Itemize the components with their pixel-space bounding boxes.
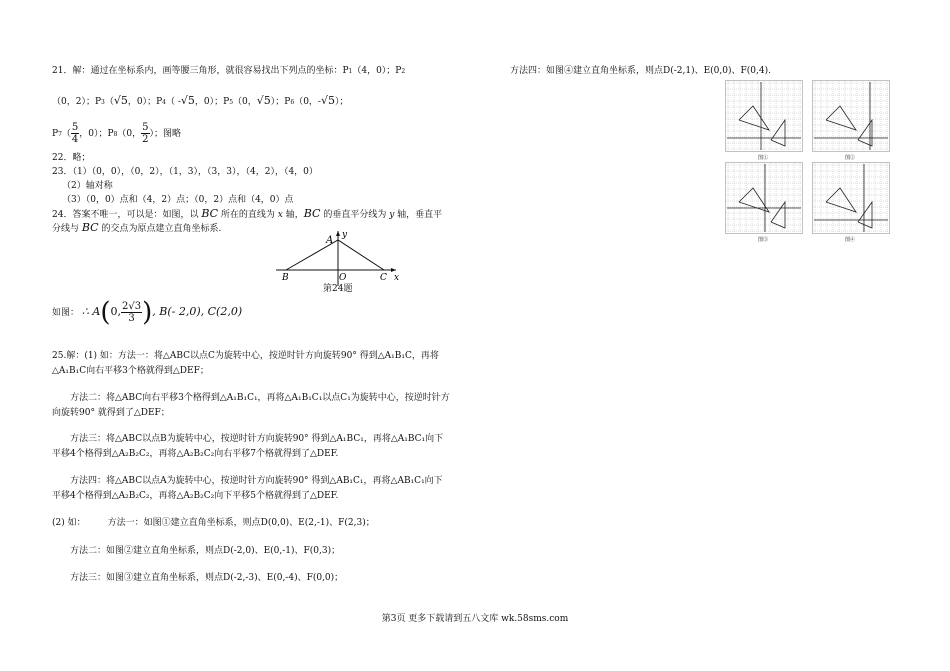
sqrt5-a: √5 bbox=[113, 94, 128, 107]
y-axis-label: y bbox=[342, 230, 348, 240]
q25-p2-line2: 向旋转90° 就得到了△DEF； bbox=[52, 408, 170, 418]
fraction-5-2: $\frac{5}{2}$ bbox=[142, 122, 149, 145]
point-A-label: A bbox=[326, 235, 334, 246]
q25-method2: 方法二：如图②建立直角坐标系，则点D(-2,0)、E(0,-1)、F(0,3)； bbox=[70, 546, 341, 556]
q21-line3: P7（ $\frac{5}{4}$ ，0）；P8（0， $\frac{5}{2}$ ）；图略 bbox=[52, 122, 182, 145]
grid-figure-3 bbox=[725, 162, 803, 240]
q25-part2-line: (2) 如： 方法一：如图①建立直角坐标系，则点D(0,0)、E(2,-1)、F(2,3)； bbox=[52, 518, 375, 528]
x-axis-label: x bbox=[394, 273, 400, 283]
point-C-label: C bbox=[380, 273, 387, 283]
p2-subscript: 2 bbox=[401, 68, 406, 75]
q25-p3-line1: 方法三：将△ABC以点B为旋转中心，按逆时针方向旋转90° 得到△A₁BC₁，再将△A₁BC₁向下 bbox=[70, 434, 444, 444]
grid-caption-2: 图② bbox=[845, 155, 856, 161]
grid-caption-1: 图① bbox=[758, 155, 769, 161]
q21-line1: 21．解：通过在坐标系内，画等腰三角形，就很容易找出下列点的坐标：P1（4，0）；P2 bbox=[52, 66, 406, 76]
grid-caption-3: 图③ bbox=[758, 237, 769, 243]
q23-line1: 23．（1）（0，0），（0，2），（1，3），（3，3），（4，2），（4，0） bbox=[52, 167, 318, 177]
grid-figure-4 bbox=[812, 162, 890, 240]
sqrt5-c: √5 bbox=[256, 94, 271, 107]
q25-method4: 方法四：如图④建立直角坐标系，则点D(-2,1)、E(0,0)、F(0,4). bbox=[510, 66, 771, 76]
q23-line3: （3）（0，0）点和（4，2）点；（0，2）点和（4，0）点 bbox=[62, 195, 294, 205]
q25-p1-line1: 25.解：(1) 如：方法一：将△ABC以点C为旋转中心，按逆时针方向旋转90° 得到△A₁B₁C，再将 bbox=[52, 351, 439, 361]
grid-figure-1 bbox=[725, 80, 803, 158]
p1-subscript: 1 bbox=[348, 68, 353, 75]
q25-method3: 方法三：如图③建立直角坐标系，则点D(-2,-3)、E(0,-4)、F(0,0)； bbox=[70, 573, 344, 583]
q25-p3-line2: 平移4个格得到△A₂B₂C₂，再将△A₂B₂C₂向右平移7个格就得到了△DEF. bbox=[52, 449, 339, 459]
q24-line2: 分线与 BC 的交点为原点建立直角坐标系. bbox=[52, 221, 222, 234]
origin-O-label: O bbox=[339, 273, 347, 283]
grid-caption-4: 图④ bbox=[845, 237, 856, 243]
q24-figure-caption: 第24题 bbox=[323, 284, 353, 294]
q23-line2: （2）轴对称 bbox=[62, 181, 113, 191]
q21-line2: （0，2）；P3（√5，0）；P4（ -√5，0）；P5（0，√5）；P6（0，-√5）； bbox=[52, 94, 349, 107]
q25-p4-line1: 方法四：将△ABC以点A为旋转中心，按逆时针方向旋转90° 得到△AB₁C₁，再将△AB₁C₁向下 bbox=[70, 476, 443, 486]
grid-figure-2 bbox=[812, 80, 890, 158]
q24-line1: 24．答案不唯一，可以是：如图，以 BC 所在的直线为 x 轴，BC 的垂直平分线为 y 轴，垂直平 bbox=[52, 207, 443, 220]
q24-answer: 如图： ∴ A(0, $\frac{2√3}{3}$ ), B(- 2,0), C(2,0) bbox=[52, 297, 243, 328]
q24-triangle-figure bbox=[272, 228, 412, 290]
q22-line: 22．略； bbox=[52, 153, 91, 163]
fraction-2sqrt3-3: $\frac{2√3}{3}$ bbox=[122, 301, 142, 324]
q25-p4-line2: 平移4个格得到△A₂B₂C₂，再将△A₂B₂C₂向下平移5个格就得到了△DEF. bbox=[52, 491, 339, 501]
page-footer: 第3页 更多下载请到五八文库 wk.58sms.com bbox=[381, 614, 569, 624]
sqrt5-d: √5 bbox=[320, 94, 335, 107]
q25-p2-line1: 方法二：将△ABC向右平移3个格得到△A₁B₁C₁，再将△A₁B₁C₁以点C₁为旋转中心，按逆时针方 bbox=[70, 393, 450, 403]
fraction-5-4: $\frac{5}{4}$ bbox=[71, 122, 79, 145]
point-B-label: B bbox=[282, 273, 289, 283]
q25-p1-line2: △A₁B₁C向右平移3个格就得到△DEF； bbox=[52, 366, 209, 376]
sqrt5-b: √5 bbox=[180, 94, 195, 107]
